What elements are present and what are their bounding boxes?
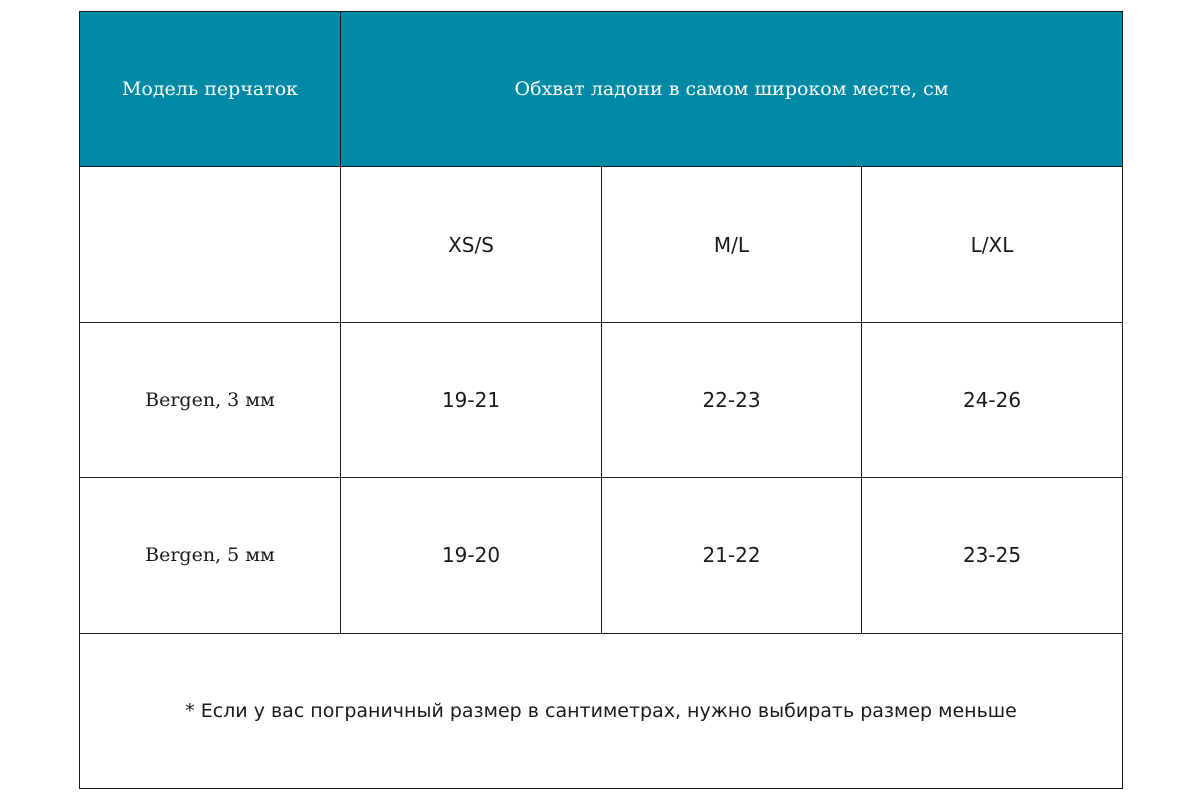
table-row <box>80 322 1123 477</box>
model-column-header: Модель перчаток <box>80 12 341 167</box>
table-row <box>80 478 1123 633</box>
size-label: XS/S <box>341 167 602 322</box>
footnote-row <box>80 633 1123 788</box>
girth-value: 23-25 <box>862 478 1123 633</box>
size-label: M/L <box>602 167 862 322</box>
sizes-row <box>80 167 1123 322</box>
girth-value: 19-21 <box>341 322 602 477</box>
model-name: Bergen, 5 мм <box>80 478 341 633</box>
empty-cell <box>80 167 341 322</box>
girth-value: 19-20 <box>341 478 602 633</box>
model-name: Bergen, 3 мм <box>80 322 341 477</box>
table-header-row <box>80 12 1123 167</box>
footnote: * Если у вас пограничный размер в сантиметрах, нужно выбирать размер меньше <box>80 633 1123 788</box>
girth-value: 24-26 <box>862 322 1123 477</box>
size-label: L/XL <box>862 167 1123 322</box>
size-chart-table <box>79 11 1123 789</box>
girth-value: 22-23 <box>602 322 862 477</box>
palm-girth-column-header: Обхват ладони в самом широком месте, см <box>341 12 1123 167</box>
girth-value: 21-22 <box>602 478 862 633</box>
